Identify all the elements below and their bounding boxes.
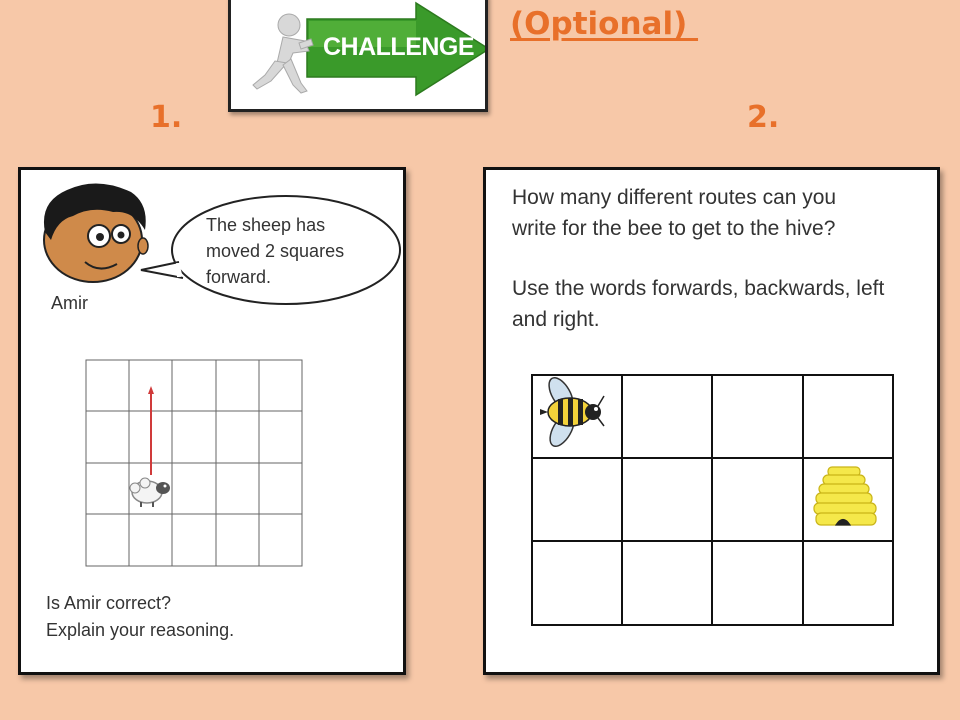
challenge-banner xyxy=(228,0,488,112)
speech-text xyxy=(206,212,376,290)
movement-arrow xyxy=(148,386,154,475)
speech-line: forward. xyxy=(206,267,272,287)
prompt-line: Explain your reasoning. xyxy=(46,620,235,640)
prompt-line: How many different routes can you xyxy=(512,186,837,209)
speech-line: moved 2 squares xyxy=(206,241,345,261)
question-number-2: 2. xyxy=(747,100,780,135)
question-2-card xyxy=(483,167,940,675)
optional-heading: (Optional) xyxy=(510,6,699,42)
sheep-icon xyxy=(130,478,170,507)
prompt-line: Use the words forwards, backwards, left xyxy=(512,277,885,300)
question-1-prompt xyxy=(46,590,234,644)
challenge-label: CHALLENGE xyxy=(323,33,475,61)
speech-line: The sheep has xyxy=(206,215,326,235)
prompt-line: write for the bee to get to the hive? xyxy=(512,217,836,240)
prompt-line: and right. xyxy=(512,308,600,331)
amir-name: Amir xyxy=(51,293,88,313)
sheep-grid xyxy=(86,360,302,566)
amir-avatar xyxy=(44,183,148,282)
question-number-1: 1. xyxy=(150,100,183,135)
prompt-line: Is Amir correct? xyxy=(46,593,172,613)
bee-icon xyxy=(540,374,604,450)
beehive-icon xyxy=(814,467,876,525)
question-1-card xyxy=(18,167,406,675)
